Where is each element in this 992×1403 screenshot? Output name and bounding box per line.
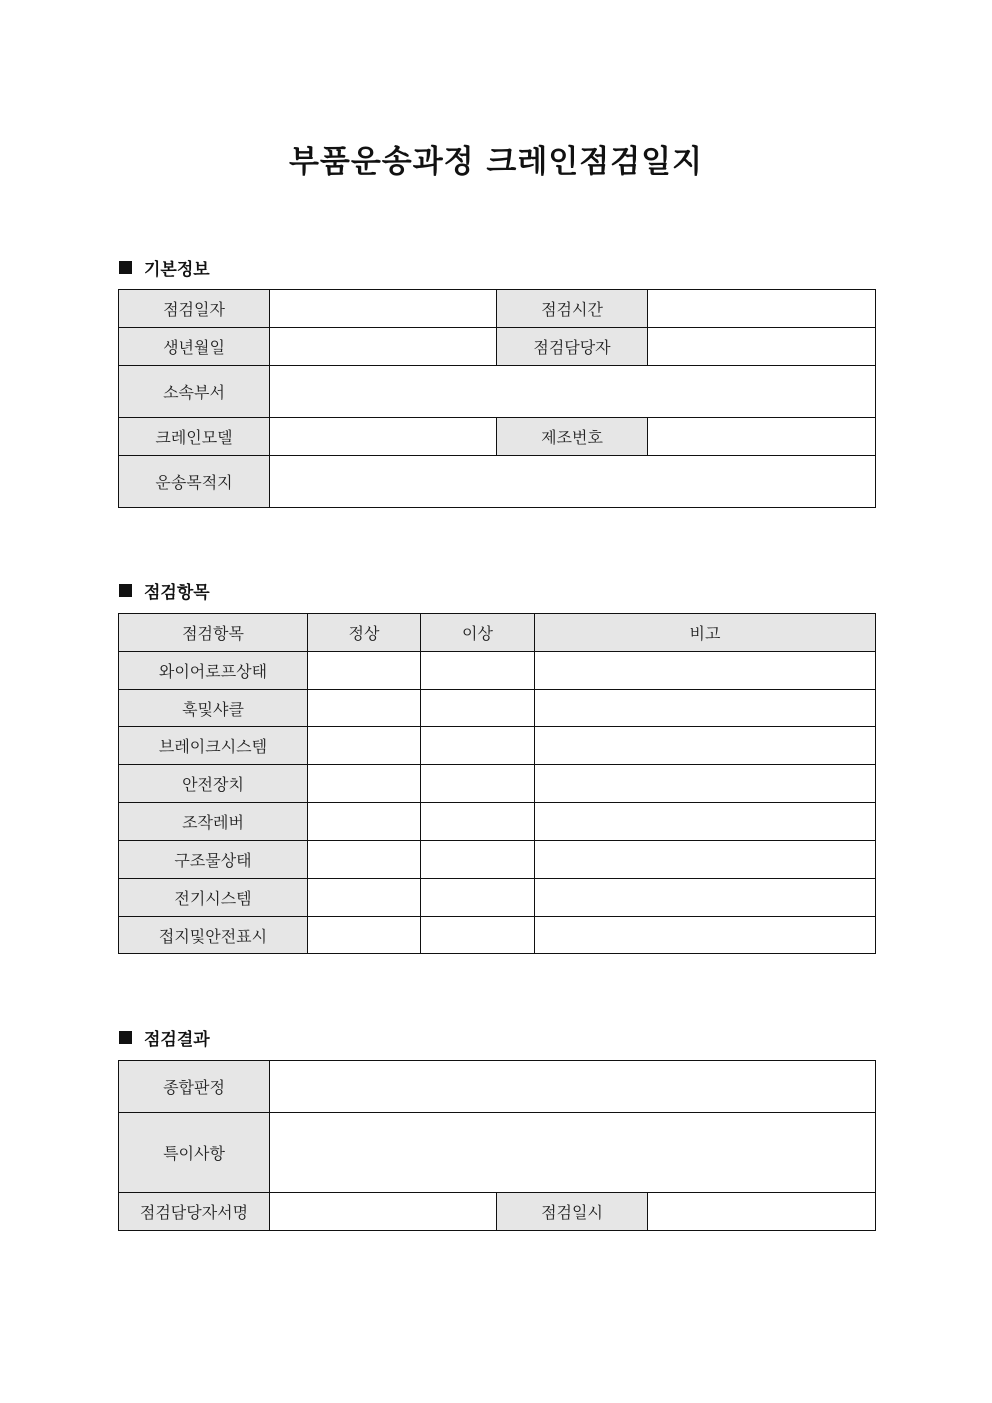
table-row bbox=[119, 652, 876, 690]
table-row bbox=[119, 803, 876, 841]
inspector-field[interactable] bbox=[648, 328, 876, 366]
normal-check-cell[interactable] bbox=[308, 765, 421, 803]
normal-check-cell[interactable] bbox=[308, 879, 421, 917]
table-row bbox=[119, 328, 876, 366]
remarks-cell[interactable] bbox=[535, 879, 876, 917]
remarks-cell[interactable] bbox=[535, 803, 876, 841]
table-row bbox=[119, 1113, 876, 1193]
special-notes-field[interactable] bbox=[270, 1113, 876, 1193]
remarks-cell[interactable] bbox=[535, 652, 876, 690]
section-title: 기본정보 bbox=[144, 260, 210, 280]
abnormal-check-cell[interactable] bbox=[421, 917, 535, 954]
section-title: 점검결과 bbox=[144, 1030, 210, 1050]
normal-check-cell[interactable] bbox=[308, 652, 421, 690]
abnormal-check-cell[interactable] bbox=[421, 841, 535, 879]
remarks-cell[interactable] bbox=[535, 690, 876, 727]
normal-check-cell[interactable] bbox=[308, 803, 421, 841]
remarks-cell[interactable] bbox=[535, 727, 876, 765]
overall-judgment-field[interactable] bbox=[270, 1061, 876, 1113]
item-label: 접지및안전표시 bbox=[119, 917, 308, 954]
table-row bbox=[119, 765, 876, 803]
item-label: 구조물상태 bbox=[119, 841, 308, 879]
label-inspection-date: 점검일자 bbox=[119, 290, 270, 328]
label-serial-number: 제조번호 bbox=[497, 418, 648, 456]
abnormal-check-cell[interactable] bbox=[421, 690, 535, 727]
normal-check-cell[interactable] bbox=[308, 690, 421, 727]
table-row bbox=[119, 1193, 876, 1231]
item-label: 전기시스템 bbox=[119, 879, 308, 917]
inspection-time-field[interactable] bbox=[648, 290, 876, 328]
label-inspection-datetime: 점검일시 bbox=[497, 1193, 648, 1231]
column-header-normal: 정상 bbox=[308, 614, 421, 652]
table-row bbox=[119, 366, 876, 418]
abnormal-check-cell[interactable] bbox=[421, 803, 535, 841]
table-row bbox=[119, 456, 876, 508]
inspector-signature-field[interactable] bbox=[270, 1193, 497, 1231]
item-label: 조작레버 bbox=[119, 803, 308, 841]
label-special-notes: 특이사항 bbox=[119, 1113, 270, 1193]
section-title: 점검항목 bbox=[144, 583, 210, 603]
section-heading-basic-info bbox=[119, 255, 210, 280]
abnormal-check-cell[interactable] bbox=[421, 765, 535, 803]
birth-date-field[interactable] bbox=[270, 328, 497, 366]
abnormal-check-cell[interactable] bbox=[421, 652, 535, 690]
table-header-row bbox=[119, 614, 876, 652]
label-overall-judgment: 종합판정 bbox=[119, 1061, 270, 1113]
normal-check-cell[interactable] bbox=[308, 727, 421, 765]
table-row bbox=[119, 690, 876, 727]
item-label: 와이어로프상태 bbox=[119, 652, 308, 690]
abnormal-check-cell[interactable] bbox=[421, 727, 535, 765]
table-row bbox=[119, 727, 876, 765]
label-inspection-time: 점검시간 bbox=[497, 290, 648, 328]
square-bullet-icon bbox=[119, 1031, 132, 1044]
section-heading-results bbox=[119, 1025, 210, 1050]
table-row bbox=[119, 841, 876, 879]
destination-field[interactable] bbox=[270, 456, 876, 508]
crane-model-field[interactable] bbox=[270, 418, 497, 456]
remarks-cell[interactable] bbox=[535, 917, 876, 954]
label-birth-date: 생년월일 bbox=[119, 328, 270, 366]
column-header-remarks: 비고 bbox=[535, 614, 876, 652]
item-label: 브레이크시스템 bbox=[119, 727, 308, 765]
square-bullet-icon bbox=[119, 261, 132, 274]
basic-info-table bbox=[118, 289, 876, 508]
section-heading-inspection-items bbox=[119, 578, 210, 603]
inspection-date-field[interactable] bbox=[270, 290, 497, 328]
label-destination: 운송목적지 bbox=[119, 456, 270, 508]
inspection-datetime-field[interactable] bbox=[648, 1193, 876, 1231]
results-table bbox=[118, 1060, 876, 1231]
label-inspector-signature: 점검담당자서명 bbox=[119, 1193, 270, 1231]
column-header-abnormal: 이상 bbox=[421, 614, 535, 652]
remarks-cell[interactable] bbox=[535, 841, 876, 879]
table-row bbox=[119, 1061, 876, 1113]
serial-number-field[interactable] bbox=[648, 418, 876, 456]
label-department: 소속부서 bbox=[119, 366, 270, 418]
item-label: 훅및샤클 bbox=[119, 690, 308, 727]
normal-check-cell[interactable] bbox=[308, 917, 421, 954]
department-field[interactable] bbox=[270, 366, 876, 418]
remarks-cell[interactable] bbox=[535, 765, 876, 803]
table-row bbox=[119, 917, 876, 954]
normal-check-cell[interactable] bbox=[308, 841, 421, 879]
abnormal-check-cell[interactable] bbox=[421, 879, 535, 917]
inspection-items-table bbox=[118, 613, 876, 954]
document-title: 부품운송과정 크레인점검일지 bbox=[288, 144, 704, 180]
table-row bbox=[119, 290, 876, 328]
square-bullet-icon bbox=[119, 584, 132, 597]
item-label: 안전장치 bbox=[119, 765, 308, 803]
table-row bbox=[119, 418, 876, 456]
column-header-item: 점검항목 bbox=[119, 614, 308, 652]
table-row bbox=[119, 879, 876, 917]
label-crane-model: 크레인모델 bbox=[119, 418, 270, 456]
label-inspector: 점검담당자 bbox=[497, 328, 648, 366]
